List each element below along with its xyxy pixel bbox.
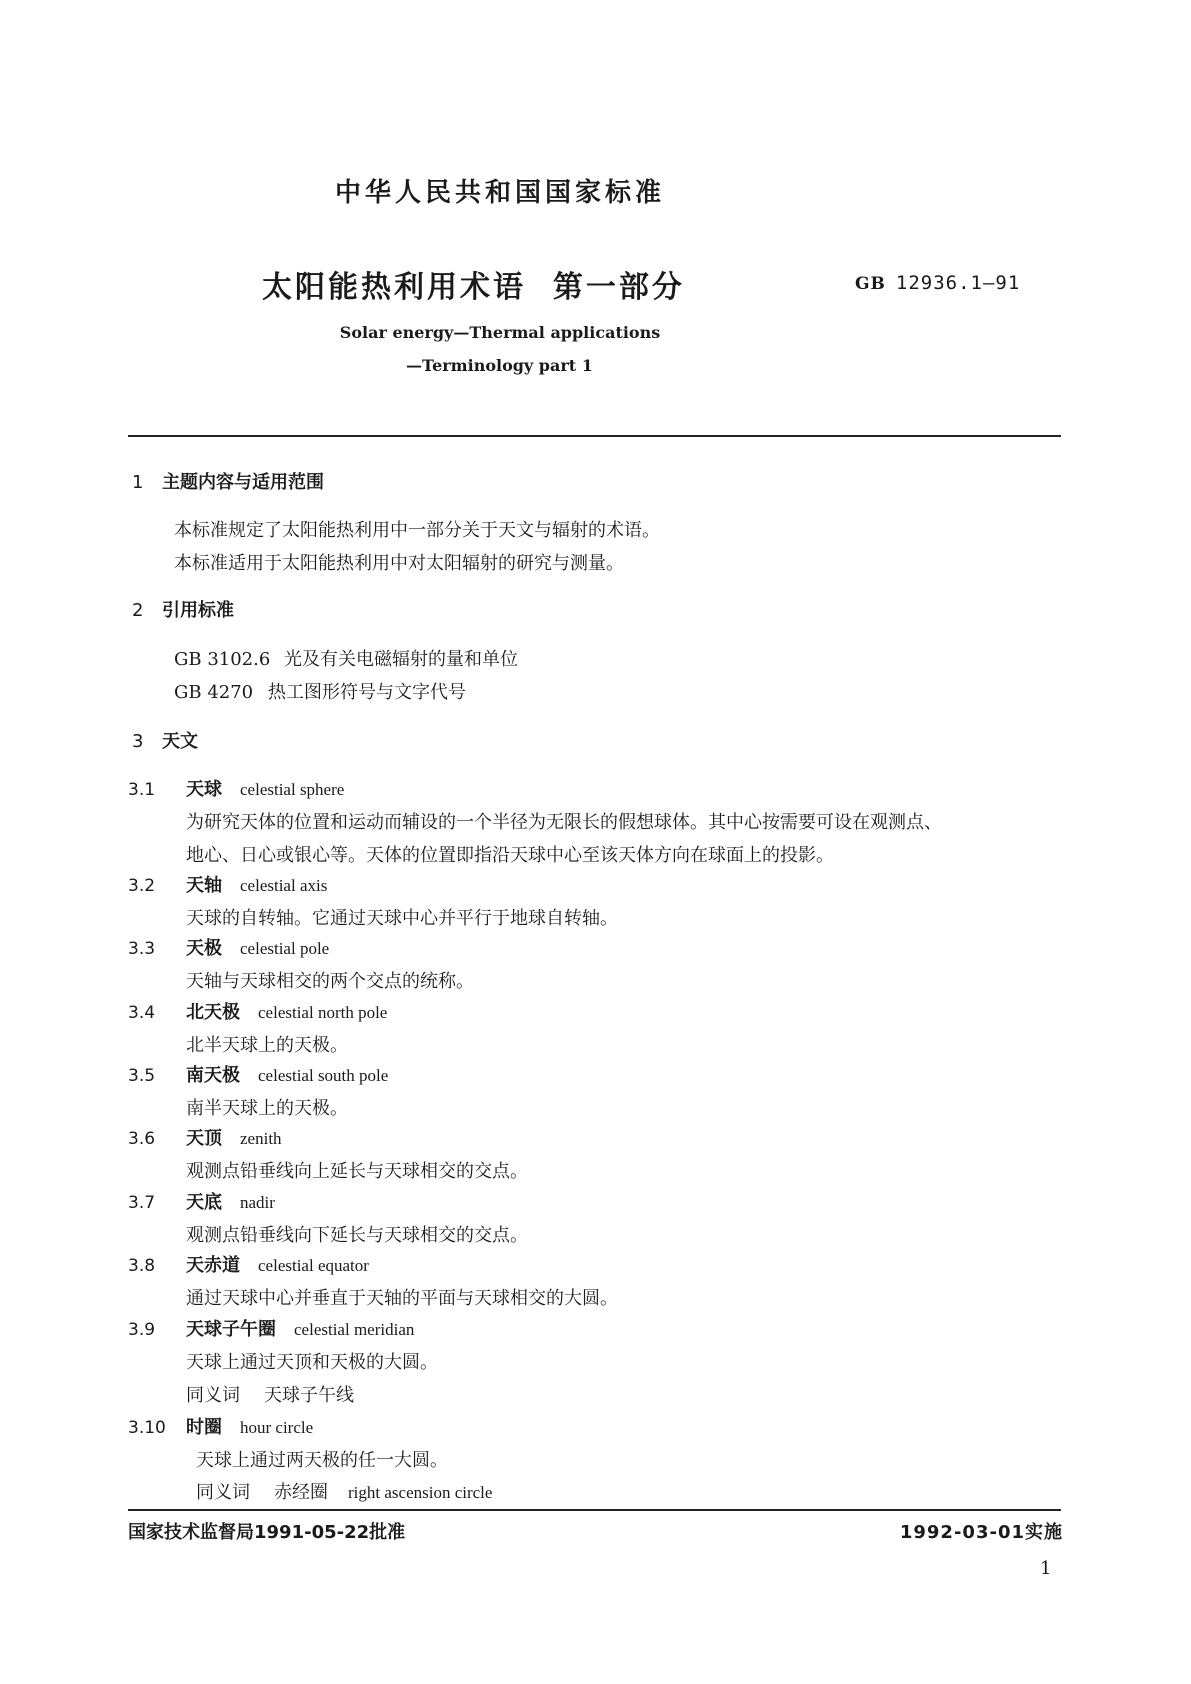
term-definition: 天球上通过两天极的任一大圆。 [196, 1450, 448, 1471]
reference-code: GB 4270 [174, 682, 254, 703]
term-entry [128, 934, 329, 960]
term-definition: 北半天球上的天极。 [186, 1035, 348, 1056]
term-chinese: 天底 [186, 1192, 222, 1213]
reference-code: GB 3102.6 [174, 649, 271, 670]
term-english: celestial pole [240, 939, 330, 958]
section-number: 2 [132, 600, 144, 621]
page-number: 1 [1040, 1558, 1052, 1579]
term-chinese: 天球子午圈 [186, 1319, 276, 1340]
term-english: celestial equator [258, 1256, 369, 1275]
term-definition: 观测点铅垂线向上延长与天球相交的交点。 [186, 1161, 528, 1182]
term-number: 3.2 [128, 876, 156, 896]
term-entry [128, 871, 327, 897]
term-definition: 地心、日心或银心等。天体的位置即指沿天球中心至该天体方向在球面上的投影。 [186, 845, 834, 866]
code-number: 12936.1—91 [895, 272, 1021, 294]
term-entry [128, 1061, 388, 1087]
term-english: hour circle [240, 1418, 314, 1437]
synonym [186, 1381, 354, 1407]
term-number: 3.4 [128, 1003, 156, 1023]
paragraph: 本标准规定了太阳能热利用中一部分关于天文与辐射的术语。 [174, 520, 660, 541]
term-definition: 天球的自转轴。它通过天球中心并平行于地球自转轴。 [186, 908, 618, 929]
term-entry [128, 1188, 275, 1214]
term-definition: 南半天球上的天极。 [186, 1098, 348, 1119]
section-title: 引用标准 [162, 600, 234, 621]
section-title: 天文 [162, 731, 198, 752]
reference-title: 热工图形符号与文字代号 [268, 682, 466, 703]
reference-item [174, 645, 518, 671]
term-entry [128, 1413, 313, 1439]
term-definition: 天轴与天球相交的两个交点的统称。 [186, 971, 474, 992]
term-number: 3.7 [128, 1193, 156, 1213]
term-entry [128, 1124, 282, 1150]
synonym-term: 天球子午线 [264, 1385, 354, 1406]
term-chinese: 天球 [186, 779, 222, 800]
footer-divider [128, 1509, 1061, 1511]
term-number: 3.8 [128, 1256, 156, 1276]
org-title: 中华人民共和国国家标准 [334, 178, 665, 208]
document-title: 太阳能热利用术语 第一部分 [262, 270, 685, 305]
term-definition: 观测点铅垂线向下延长与天球相交的交点。 [186, 1225, 528, 1246]
term-chinese: 南天极 [186, 1065, 240, 1086]
term-definition: 天球上通过天顶和天极的大圆。 [186, 1352, 438, 1373]
term-english: nadir [240, 1193, 275, 1212]
term-chinese: 天顶 [186, 1128, 222, 1149]
section-2-heading [132, 596, 234, 622]
term-entry [128, 998, 387, 1024]
synonym-term: 赤经圈 [274, 1482, 328, 1503]
effective-date: 1992-03-01实施 [899, 1522, 1063, 1543]
section-number: 1 [132, 472, 144, 493]
header-divider [128, 435, 1061, 437]
term-english: zenith [240, 1129, 282, 1148]
term-definition: 通过天球中心并垂直于天轴的平面与天球相交的大圆。 [186, 1288, 618, 1309]
paragraph: 本标准适用于太阳能热利用中对太阳辐射的研究与测量。 [174, 553, 624, 574]
synonym [196, 1478, 492, 1504]
reference-item [174, 678, 466, 704]
term-definition: 为研究天体的位置和运动而辅设的一个半径为无限长的假想球体。其中心按需要可设在观测点、 [186, 812, 942, 833]
term-english: celestial north pole [258, 1003, 388, 1022]
term-entry [128, 775, 344, 801]
term-entry [128, 1315, 414, 1341]
term-entry [128, 1251, 369, 1277]
term-number: 3.10 [128, 1418, 166, 1438]
term-english: celestial axis [240, 876, 328, 895]
term-chinese: 天赤道 [186, 1255, 240, 1276]
term-chinese: 天极 [186, 938, 222, 959]
term-english: celestial sphere [240, 780, 345, 799]
approval-date: 国家技术监督局1991-05-22批准 [128, 1522, 406, 1543]
english-title-line1: Solar energy—Thermal applications [339, 323, 661, 342]
term-chinese: 北天极 [186, 1002, 240, 1023]
section-title: 主题内容与适用范围 [162, 472, 324, 493]
term-chinese: 时圈 [186, 1417, 222, 1438]
code-prefix: GB [855, 274, 886, 294]
section-number: 3 [132, 731, 144, 752]
standard-code [855, 272, 1020, 294]
term-number: 3.6 [128, 1129, 156, 1149]
term-number: 3.1 [128, 780, 156, 800]
term-number: 3.3 [128, 939, 156, 959]
term-english: celestial meridian [294, 1320, 415, 1339]
term-number: 3.9 [128, 1320, 156, 1340]
english-title-line2: —Terminology part 1 [406, 356, 593, 375]
term-chinese: 天轴 [186, 875, 222, 896]
section-3-heading [132, 727, 198, 753]
synonym-english: right ascension circle [348, 1483, 493, 1502]
section-1-heading [132, 468, 324, 494]
term-english: celestial south pole [258, 1066, 389, 1085]
synonym-label: 同义词 [186, 1385, 240, 1406]
term-number: 3.5 [128, 1066, 156, 1086]
synonym-label: 同义词 [196, 1482, 250, 1503]
reference-title: 光及有关电磁辐射的量和单位 [284, 649, 518, 670]
